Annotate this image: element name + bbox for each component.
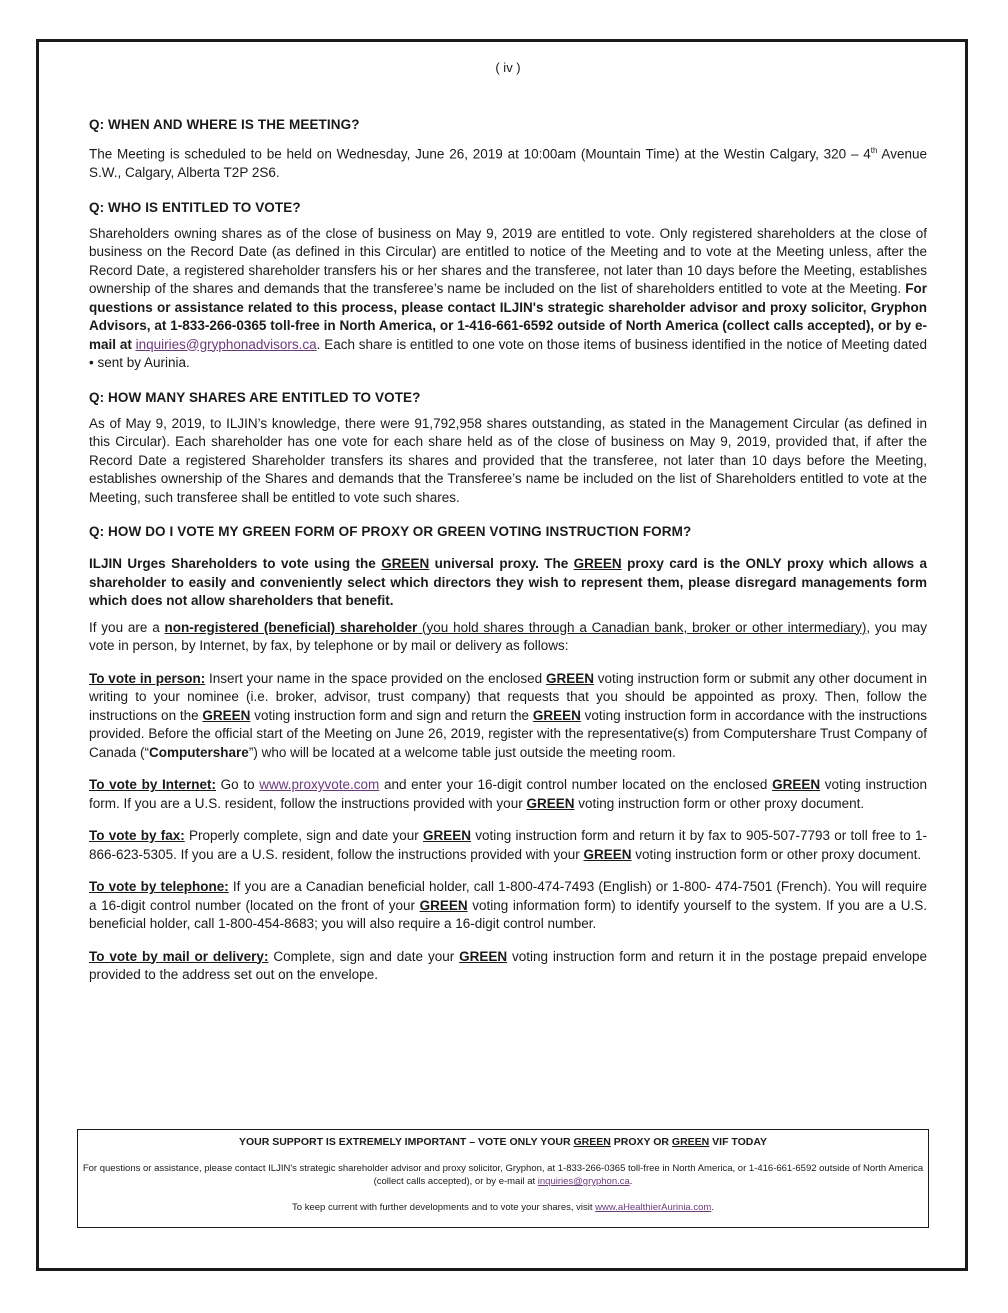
question-heading: Q: HOW DO I VOTE MY GREEN FORM OF PROXY OR GREEN VOTING INSTRUCTION FORM? <box>89 524 692 539</box>
question-heading: Q: HOW MANY SHARES ARE ENTITLED TO VOTE? <box>89 389 421 405</box>
answer-text: As of May 9, 2019, to ILJIN’s knowledge, there were 91,792,958 shares outstanding, as stated in the Management Circular (as defined in this Circular). Each shareholder has one vote for each share held as of the close of business on May 9, 2019, provided that, if after the Record Date a registered Shareholder transfers its shares and provided that the transferee, not later than 10 days before the Meeting, establishes ownership of the Shares and demands that the Transferee’s name be included on the list of Shareholders entitled to vote at the Meeting, such transferee shall be entitled to vote such shares. <box>89 415 927 505</box>
footer-title: YOUR SUPPORT IS EXTREMELY IMPORTANT – VOTE ONLY YOUR GREEN PROXY OR GREEN VIF TODAY <box>238 1136 768 1148</box>
section-how-to-vote <box>89 524 927 985</box>
section-shares <box>89 390 927 508</box>
question-heading: Q: WHO IS ENTITLED TO VOTE? <box>89 199 301 215</box>
footer-contact: For questions or assistance, please contact ILJIN's strategic shareholder advisor and proxy solicitor, Gryphon, at 1-833-266-0365 toll-free in North America, or 1-416-661-6592 outside of North America (collect calls accepted), or by e-mail at inquiries@gryphon.ca. <box>82 1163 924 1187</box>
vote-in-person: To vote in person: Insert your name in the space provided on the enclosed GREEN voting instruction form or submit any other document in writing to your nominee (i.e. broker, advisor, trust company) that requests that you should be appointed as proxy. Then, follow the instructions on the GREEN voting instruction form and sign and return the GREEN voting instruction form in accordance with the instructions provided. Before the official start of the Meeting on June 26, 2019, register with the representative(s) from Computershare Trust Company of Canada (“Computershare”) who will be located at a welcome table just outside the meeting room. <box>89 670 927 760</box>
proxyvote-link[interactable]: www.proxyvote.com <box>259 777 380 792</box>
answer-text: Shareholders owning shares as of the close of business on May 9, 2019 are entitled to vote. Only registered shareholders at the close of business on the Record Date (as defined in this Circular) are entitled to notice of the Meeting and to vote at the Meeting unless, after the Record Date, a registered shareholder transfers his or her shares and the transferee, not later than 10 days before the Meeting, establishes ownership of the shares and demands that the transferee’s name be included on the list of shareholders entitled to vote at the Meeting. For questions or assistance related to this process, please contact ILJIN's strategic shareholder advisor and proxy solicitor, Gryphon Advisors, at 1-833-266-0365 toll-free in North America, or 1-416-661-6592 outside of North America (collect calls accepted), or by e-mail at inquiries@gryphonadvisors.ca. Each share is entitled to one vote on those items of business identified in the notice of Meeting dated • sent by Aurinia. <box>89 225 927 370</box>
footer-email-link[interactable]: inquiries@gryphon.ca <box>537 1176 630 1187</box>
section-entitled <box>89 200 927 373</box>
urge-paragraph: ILJIN Urges Shareholders to vote using the GREEN universal proxy. The GREEN proxy card is the ONLY proxy which allows a shareholder to easily and conveniently select which directors they wish to represent them, please disregard managements form which does not allow shareholders that benefit. <box>89 556 927 608</box>
footer-visit: To keep current with further developments and to vote your shares, visit www.aHealthierAurinia.com. <box>292 1202 714 1213</box>
footer-website-link[interactable]: www.aHealthierAurinia.com <box>595 1202 712 1213</box>
section-meeting <box>89 117 927 183</box>
page-border <box>36 39 968 1271</box>
vote-by-internet: To vote by Internet: Go to www.proxyvote.com and enter your 16-digit control number located on the enclosed GREEN voting instruction form. If you are a U.S. resident, follow the instructions provided with your GREEN voting instruction form or other proxy document. <box>89 777 927 811</box>
page-number: ( iv ) <box>495 60 521 75</box>
answer-text: The Meeting is scheduled to be held on Wednesday, June 26, 2019 at 10:00am (Mountain Time) at the Westin Calgary, 320 – 4th Avenue S.W., Calgary, Alberta T2P 2S6. <box>89 146 927 180</box>
footer-box <box>77 1129 929 1228</box>
page-content <box>89 60 927 1002</box>
question-heading: Q: WHEN AND WHERE IS THE MEETING? <box>89 117 360 132</box>
vote-by-mail: To vote by mail or delivery: Complete, sign and date your GREEN voting instruction form and return it in the postage prepaid envelope provided to the address set out on the envelope. <box>89 948 928 982</box>
vote-by-telephone: To vote by telephone: If you are a Canadian beneficial holder, call 1-800-474-7493 (English) or 1-800- 474-7501 (French). You will require a 16-digit control number (located on the front of your GREEN voting information form) to identify yourself to the system. If you are a U.S. beneficial holder, call 1-800-454-8683; you will also require a 16-digit control number. <box>89 879 927 931</box>
intro-paragraph: If you are a non-registered (beneficial) shareholder (you hold shares through a Canadian bank, broker or other intermediary), you may vote in person, by Internet, by fax, by telephone or by mail or delivery as follows: <box>89 619 927 653</box>
vote-by-fax: To vote by fax: Properly complete, sign and date your GREEN voting instruction form and return it by fax to 905-507-7793 or toll free to 1-866-623-5305. If you are a U.S. resident, follow the instructions provided with your GREEN voting instruction form or other proxy document. <box>89 828 927 862</box>
email-link[interactable]: inquiries@gryphonadvisors.ca <box>135 336 317 352</box>
